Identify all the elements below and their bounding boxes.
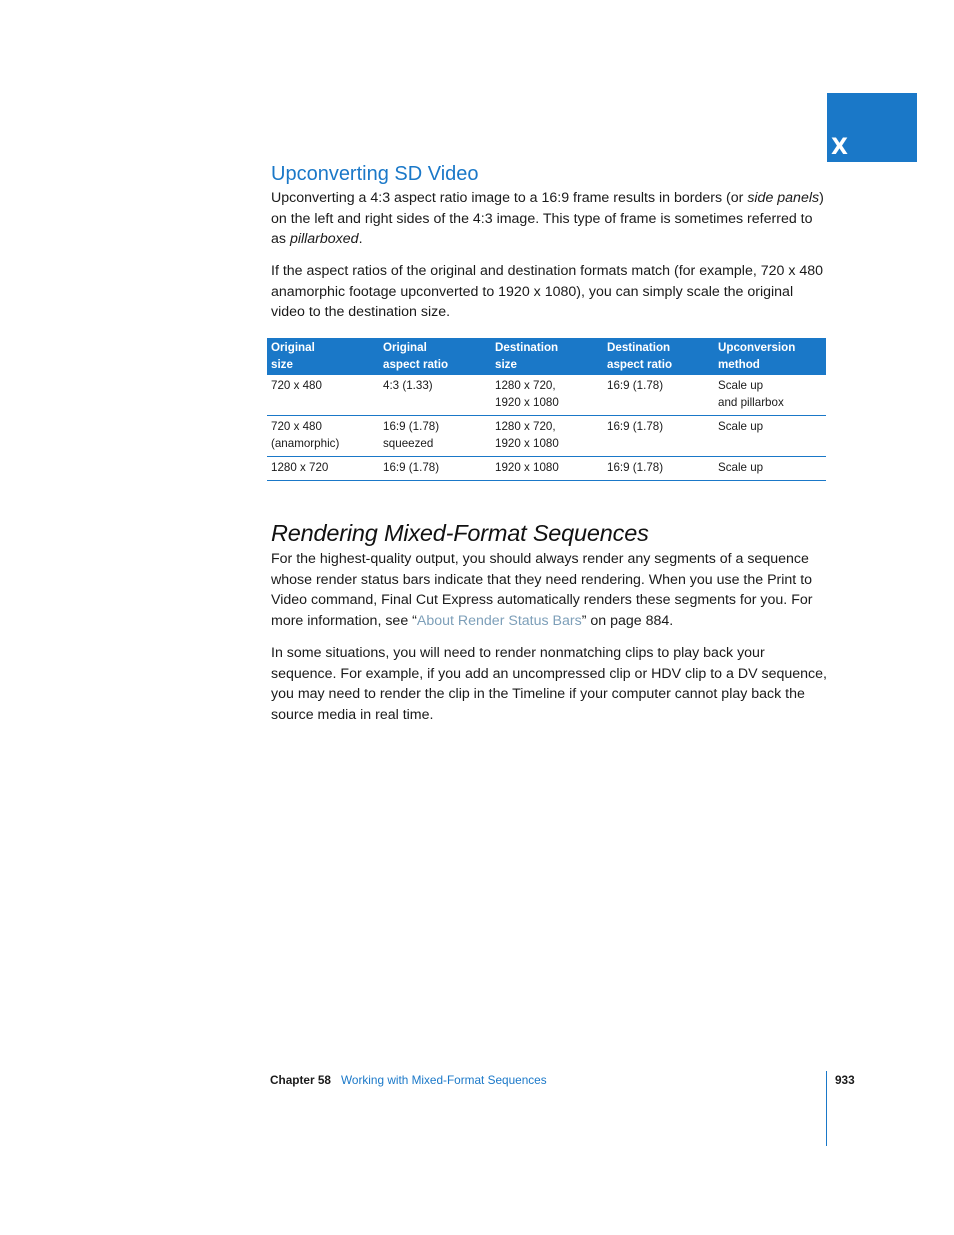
header-original-aspect-ratio: Original aspect ratio (379, 338, 491, 375)
rendering-heading: Rendering Mixed-Format Sequences (271, 520, 649, 546)
upconversion-table (267, 338, 826, 481)
table-cell: 1280 x 720 (267, 457, 379, 481)
table-cell: 1280 x 720, 1920 x 1080 (491, 375, 603, 416)
table-cell: 720 x 480 (anamorphic) (267, 416, 379, 457)
table-cell: 16:9 (1.78) (603, 416, 714, 457)
footer-divider (826, 1071, 827, 1146)
table-cell: Scale up and pillarbox (714, 375, 826, 416)
text-run: . (358, 231, 363, 247)
table-row (267, 375, 826, 416)
page-footer (270, 1072, 547, 1088)
upconverting-heading: Upconverting SD Video (271, 163, 479, 185)
upconverting-paragraph-1 (271, 188, 827, 250)
table-header-row (267, 338, 826, 375)
upconverting-paragraph-2: If the aspect ratios of the original and destination formats match (for example, 720 x 480 anamorphic footage upconverted to 1920 x 1080), you can simply scale the original video to the destination size. (271, 263, 824, 320)
text-run: For the highest-quality output, you should always render any segments of a sequence whose render status bars indicate that they need rendering. When you use the Print to Video command, Final Cut Express automatically renders these segments for you. For more information, see “ (271, 551, 813, 629)
table-cell: 16:9 (1.78) (603, 375, 714, 416)
footer-chapter-label: Chapter 58 (270, 1073, 331, 1087)
header-upconversion-method: Upconversion method (714, 338, 826, 375)
header-destination-size: Destination size (491, 338, 603, 375)
table-cell: 1920 x 1080 (491, 457, 603, 481)
render-status-bars-link[interactable]: About Render Status Bars (416, 612, 582, 629)
header-original-size: Original size (267, 338, 379, 375)
table-cell: 1280 x 720, 1920 x 1080 (491, 416, 603, 457)
table-row (267, 457, 826, 481)
text-run: Upconverting a 4:3 aspect ratio image to a 16:9 frame results in borders (or (271, 190, 748, 206)
page-number: 933 (835, 1073, 855, 1087)
term-pillarboxed: pillarboxed (289, 231, 359, 247)
table-row (267, 416, 826, 457)
section-tab-letter: X (831, 135, 848, 160)
footer-chapter-title[interactable]: Working with Mixed-Format Sequences (340, 1073, 547, 1087)
table-cell: Scale up (714, 457, 826, 481)
rendering-paragraph-1 (271, 549, 827, 631)
table-cell: 16:9 (1.78) (603, 457, 714, 481)
table-cell: 4:3 (1.33) (379, 375, 491, 416)
section-tab (827, 93, 917, 162)
text-run: ) on the left and right sides of the 4:3 image. This type of frame is sometimes referred to as (271, 190, 824, 247)
table-cell: Scale up (714, 416, 826, 457)
text-run: ” on page 884. (581, 612, 674, 629)
table-cell: 16:9 (1.78) squeezed (379, 416, 491, 457)
table-cell: 720 x 480 (267, 375, 379, 416)
term-side-panels: side panels (747, 190, 820, 206)
rendering-paragraph-2: In some situations, you will need to render nonmatching clips to play back your sequence. For example, if you add an uncompressed clip or HDV clip to a DV sequence, you may need to render the clip in the Timeline if your computer cannot play back the source media in real time. (271, 645, 827, 723)
table-cell: 16:9 (1.78) (379, 457, 491, 481)
header-destination-aspect-ratio: Destination aspect ratio (603, 338, 714, 375)
